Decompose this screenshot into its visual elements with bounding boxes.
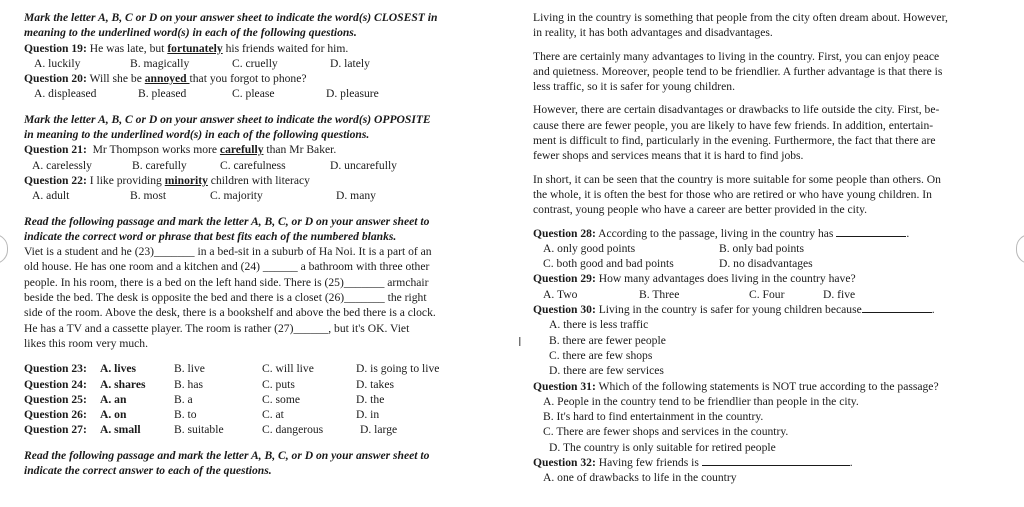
- question-label: Question 20:: [24, 72, 87, 86]
- paragraph-line: the whole, it is often the best for those who are retired or who have young children. In: [533, 187, 932, 201]
- question-label: Question 24:: [24, 377, 87, 391]
- question-text: that you forgot to phone?: [189, 72, 307, 86]
- option-b[interactable]: B. to: [174, 408, 197, 422]
- option-c[interactable]: C. carefulness: [220, 158, 286, 172]
- options-29: [533, 287, 1005, 302]
- option-a[interactable]: A. there is less traffic: [549, 318, 649, 332]
- question-label: Question 31:: [533, 379, 596, 393]
- option-a[interactable]: A. on: [100, 408, 127, 422]
- next-page-handle[interactable]: [1016, 234, 1024, 264]
- option-a[interactable]: A. Two: [543, 287, 578, 301]
- option-c[interactable]: C. please: [232, 87, 275, 101]
- question-text: Living in the country is safer for young children because: [595, 303, 862, 317]
- paragraph-line: ment is difficult to find, particularly in the evening. Furthermore, the fact that there are: [533, 134, 936, 148]
- option-a[interactable]: A. only good points: [543, 241, 636, 255]
- options-20: [24, 86, 502, 101]
- paragraph-line: less traffic, so it is safer for young children.: [533, 80, 735, 94]
- fill-question-23: [24, 361, 502, 376]
- passage-line: side of the room. Above the desk, there is a bookshelf and above the bed there is a clock.: [24, 306, 436, 320]
- question-20: [24, 71, 502, 86]
- option-c[interactable]: C. will live: [262, 362, 314, 376]
- options-28: [533, 241, 1005, 256]
- question-19: [24, 41, 502, 56]
- paragraph-line: contrast, young people who have a career are better provided in the city.: [533, 203, 868, 217]
- paragraph-line: cause there are fewer people, you are likely to have few friends. In addition, entertain-: [533, 118, 934, 132]
- instruction-reading-line1: Read the following passage and mark the letter A, B, C, or D on your answer sheet to: [24, 448, 430, 462]
- fill-question-27: [24, 422, 502, 437]
- cloze-passage: [24, 244, 502, 351]
- option-c[interactable]: C. there are few shops: [549, 348, 653, 362]
- options-28-row2: [533, 256, 1005, 271]
- option-b[interactable]: B. magically: [130, 56, 190, 70]
- instruction-opposite-line1: Mark the letter A, B, C or D on your answer sheet to indicate the word(s) OPPOSITE: [24, 112, 431, 126]
- question-28: Question 28: According to the passage, living in the country has .: [533, 226, 910, 240]
- reading-paragraph-2: [533, 49, 1005, 95]
- paragraph-line: There are certainly many advantages to living in the country. First, you can enjoy peace: [533, 49, 940, 63]
- question-label: Question 27:: [24, 423, 87, 437]
- text-cursor-icon: I: [518, 335, 522, 349]
- question-text: children with literacy: [207, 173, 310, 187]
- option-b[interactable]: B. Three: [639, 287, 680, 301]
- question-label: Question 22:: [24, 173, 87, 187]
- instruction-reading-line2: indicate the correct answer to each of the questions.: [24, 464, 272, 478]
- option-a[interactable]: A. displeased: [34, 87, 97, 101]
- question-label: Question 32:: [533, 456, 596, 470]
- option-b[interactable]: B. only bad points: [719, 241, 805, 255]
- answer-blank[interactable]: [862, 302, 932, 313]
- paragraph-line: Living in the country is something that people from the city often dream about. However,: [533, 11, 948, 24]
- prev-page-handle[interactable]: [0, 234, 8, 264]
- question-32: Question 32: Having few friends is .: [533, 456, 853, 470]
- option-b[interactable]: B. carefully: [132, 158, 187, 172]
- passage-line: old house. He has one room and a kitchen and (24) ______ a bathroom with three other: [24, 260, 430, 274]
- question-label: Question 30:: [533, 303, 596, 317]
- option-a[interactable]: A. an: [100, 392, 127, 406]
- options-22: [24, 188, 502, 203]
- options-19: [24, 56, 502, 71]
- option-c[interactable]: C. both good and bad points: [543, 257, 674, 271]
- reading-paragraph-4: [533, 172, 1005, 218]
- option-d[interactable]: D. pleasure: [326, 87, 379, 101]
- option-a[interactable]: A. lives: [100, 362, 137, 376]
- option-b[interactable]: B. It's hard to find entertainment in the country.: [543, 410, 764, 424]
- option-a[interactable]: A. shares: [100, 377, 146, 391]
- option-d[interactable]: D. large: [360, 423, 398, 437]
- option-c[interactable]: C. at: [262, 408, 284, 422]
- option-b[interactable]: B. live: [174, 362, 205, 376]
- paragraph-line: and quietness. Moreover, people tend to be friendlier. A further advantage is that there is: [533, 64, 943, 78]
- question-text: Mr Thompson works more: [86, 143, 220, 157]
- question-text: Which of the following statements is NOT true according to the passage?: [595, 379, 939, 393]
- passage-line: beside the bed. The desk is opposite the bed and there is a closet (26)_______ the right: [24, 291, 427, 305]
- question-label: Question 25:: [24, 392, 87, 406]
- question-text: According to the passage, living in the country has: [595, 226, 837, 240]
- option-c[interactable]: C. majority: [210, 189, 263, 203]
- left-column: [24, 10, 502, 478]
- question-31: [533, 379, 1005, 394]
- instruction-closest-line2: meaning to the underlined word(s) in each of the following questions.: [24, 26, 357, 40]
- question-text: Will she be: [86, 72, 145, 86]
- underlined-word: fortunately: [167, 41, 223, 55]
- option-a[interactable]: A. carelessly: [32, 158, 92, 172]
- option-d[interactable]: D. uncarefully: [330, 158, 397, 172]
- reading-paragraph-3: [533, 102, 1005, 163]
- reading-paragraph-1: [533, 10, 1005, 41]
- fill-question-24: [24, 377, 502, 392]
- question-label: Question 28:: [533, 226, 596, 240]
- option-a[interactable]: A. small: [100, 423, 141, 437]
- answer-blank[interactable]: [836, 226, 906, 237]
- right-column: [533, 10, 1005, 486]
- question-text: Having few friends is: [595, 456, 702, 470]
- question-text: I like providing: [86, 173, 165, 187]
- instruction-cloze-line2: indicate the correct word or phrase that best fits each of the numbered blanks.: [24, 229, 397, 243]
- option-b[interactable]: B. pleased: [138, 87, 187, 101]
- question-text: than Mr Baker.: [263, 143, 337, 157]
- option-d[interactable]: D. many: [336, 189, 376, 203]
- option-b[interactable]: B. a: [174, 392, 193, 406]
- paragraph-line: However, there are certain disadvantages or drawbacks to life outside the city. First, be-: [533, 103, 940, 117]
- question-label: Question 26:: [24, 408, 87, 422]
- option-d[interactable]: D. the: [356, 392, 385, 406]
- cloze-answer-table: [24, 361, 502, 437]
- paragraph-line: fewer shops and services means that it is hard to find jobs.: [533, 149, 804, 163]
- instruction-cloze-line1: Read the following passage and mark the letter A, B, C, or D on your answer sheet to: [24, 214, 430, 228]
- option-c[interactable]: C. There are fewer shops and services in the country.: [543, 425, 789, 439]
- option-d[interactable]: D. five: [823, 287, 856, 301]
- question-21: [24, 142, 502, 157]
- instruction-closest-line1: Mark the letter A, B, C or D on your answer sheet to indicate the word(s) CLOSEST in: [24, 11, 438, 24]
- option-d[interactable]: D. is going to live: [356, 362, 440, 376]
- option-c[interactable]: C. dangerous: [262, 423, 324, 437]
- options-21: [24, 158, 502, 173]
- question-label: Question 29:: [533, 272, 596, 286]
- question-text: He was late, but: [86, 41, 168, 55]
- option-c[interactable]: C. Four: [749, 287, 785, 301]
- question-29: [533, 271, 1005, 286]
- option-c[interactable]: C. some: [262, 392, 301, 406]
- option-d[interactable]: D. The country is only suitable for retired people: [549, 440, 776, 454]
- paragraph-line: in reality, it has both advantages and disadvantages.: [533, 26, 773, 40]
- option-b[interactable]: B. suitable: [174, 423, 224, 437]
- question-text: his friends waited for him.: [222, 41, 349, 55]
- option-a[interactable]: A. luckily: [34, 56, 81, 70]
- question-22: [24, 173, 502, 188]
- question-label: Question 21:: [24, 143, 87, 157]
- option-a[interactable]: A. adult: [32, 189, 70, 203]
- fill-question-26: [24, 407, 502, 422]
- option-d[interactable]: D. lately: [330, 56, 370, 70]
- underlined-word: carefully: [219, 143, 264, 157]
- option-a[interactable]: A. People in the country tend to be friendlier than people in the city.: [543, 394, 859, 408]
- passage-line: He has a TV and a cassette player. The room is rather (27)______, but it's OK. Viet: [24, 321, 410, 335]
- question-label: Question 23:: [24, 362, 87, 376]
- option-d[interactable]: D. in: [356, 408, 380, 422]
- passage-line: people. In his room, there is a bed on the left hand side. There is (25)_______ armchair: [24, 275, 429, 289]
- option-d[interactable]: D. there are few services: [549, 364, 664, 378]
- paragraph-line: In short, it can be seen that the country is more suitable for some people than others. On: [533, 172, 941, 186]
- answer-blank[interactable]: [702, 455, 850, 466]
- option-a[interactable]: A. one of drawbacks to life in the country: [543, 471, 737, 485]
- question-text: How many advantages does living in the country have?: [595, 272, 856, 286]
- option-b[interactable]: B. most: [130, 189, 167, 203]
- option-c[interactable]: C. cruelly: [232, 56, 278, 70]
- option-b[interactable]: B. there are fewer people: [549, 333, 666, 347]
- option-d[interactable]: D. no disadvantages: [719, 257, 813, 271]
- question-30: Question 30: Living in the country is safer for young children because .: [533, 303, 935, 317]
- passage-line: likes this room very much.: [24, 336, 148, 350]
- option-d[interactable]: D. takes: [356, 377, 394, 391]
- passage-line: Viet is a student and he (23)_______ in a bed-sit in a suburb of Ha Noi. It is a part of an: [24, 245, 432, 259]
- fill-question-25: [24, 392, 502, 407]
- instruction-opposite-line2: in meaning to the underlined word(s) in each of the following questions.: [24, 128, 370, 142]
- option-b[interactable]: B. has: [174, 377, 203, 391]
- underlined-word: minority: [164, 173, 208, 187]
- question-label: Question 19:: [24, 41, 87, 55]
- option-c[interactable]: C. puts: [262, 377, 295, 391]
- underlined-word: annoyed: [144, 72, 190, 86]
